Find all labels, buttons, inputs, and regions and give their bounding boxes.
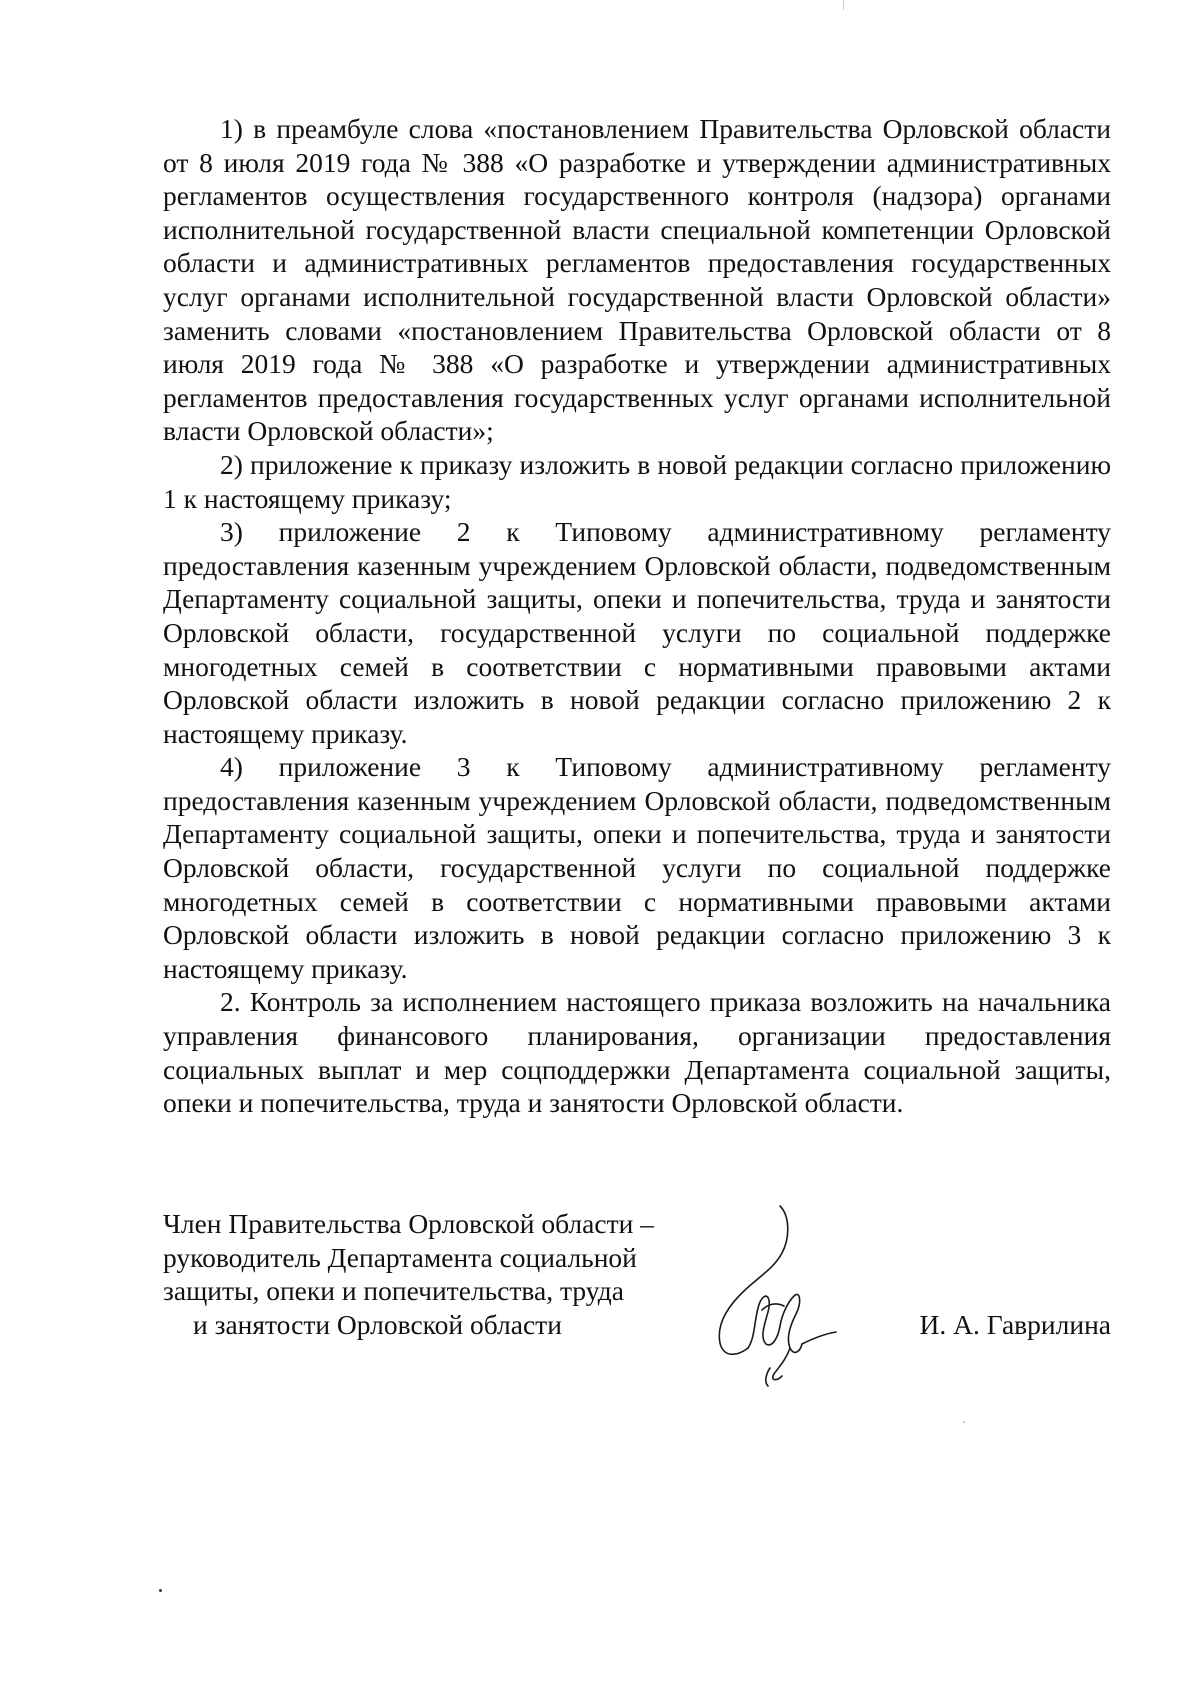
position-line: Член Правительства Орловской области –: [163, 1208, 654, 1239]
paragraph-control: 2. Контроль за исполнением настоящего приказа возложить на начальника управления финансового планирования, организации предоставления социальных выплат и мер соцподдержки Департамента социальной защиты, опеки и попечительства, труда и занятости Орловской области.: [163, 986, 1111, 1119]
position-line: защиты, опеки и попечительства, труда: [163, 1275, 624, 1307]
paragraph-appendix-3: 4) приложение 3 к Типовому административному регламенту предоставления казенным учреждением Орловской области, подведомственным Департаменту социальной защиты, опеки и попечительства, труда и занятости Орловской области, государственной услуги по социальной поддержке многодетных семей в соответствии с нормативными правовыми актами Орловской области изложить в новой редакции согласно приложению 3 к настоящему приказу.: [163, 751, 1111, 984]
scan-speck: [963, 1421, 965, 1423]
position-line: руководитель Департамента социальной: [163, 1241, 637, 1273]
document-body: [163, 112, 1111, 1120]
scan-speck: [843, 0, 844, 10]
scan-speck: [159, 1589, 162, 1592]
paragraph-preamble-amendment: 1) в преамбуле слова «постановлением Правительства Орловской области от 8 июля 2019 года № 388 «О разработке и утверждении административных регламентов осуществления государственного контроля (надзора) органами исполнительной государственной власти специальной компетенции Орловской области и административных регламентов предоставления государственных услуг органами исполнительной государственной власти Орловской области» заменить словами «постановлением Правительства Орловской области от 8 июля 2019 года № 388 «О разработке и утверждении административных регламентов предоставления государственных услуг органами исполнительной власти Орловской области»;: [163, 113, 1111, 447]
signer-name: И. А. Гаврилина: [919, 1309, 1111, 1340]
handwritten-signature: [690, 1198, 840, 1388]
position-line: и занятости Орловской области: [193, 1308, 562, 1340]
signatory-position: [163, 1207, 683, 1341]
paragraph-appendix-1: 2) приложение к приказу изложить в новой редакции согласно приложению 1 к настоящему приказу;: [163, 448, 1111, 514]
paragraph-appendix-2: 3) приложение 2 к Типовому административному регламенту предоставления казенным учреждением Орловской области, подведомственным Департаменту социальной защиты, опеки и попечительства, труда и занятости Орловской области, государственной услуги по социальной поддержке многодетных семей в соответствии с нормативными правовыми актами Орловской области изложить в новой редакции согласно приложению 2 к настоящему приказу.: [163, 516, 1111, 749]
